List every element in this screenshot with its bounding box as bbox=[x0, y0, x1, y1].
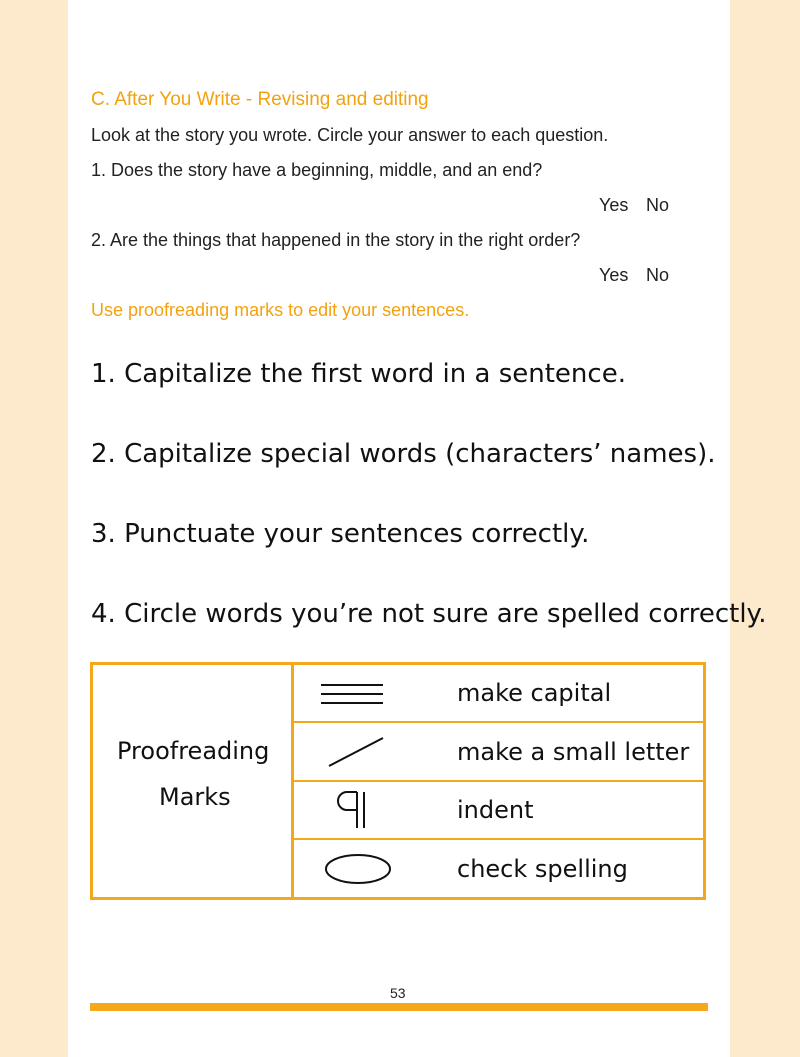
triple-underline-icon bbox=[319, 681, 385, 709]
mark-meaning-capital: make capital bbox=[457, 679, 612, 707]
intro-text: Look at the story you wrote. Circle your answer to each question. bbox=[91, 125, 609, 145]
section-heading: C. After You Write - Revising and editing bbox=[91, 89, 429, 110]
question-2: 2. Are the things that happened in the story in the right order? bbox=[91, 230, 581, 250]
mark-meaning-indent: indent bbox=[457, 796, 534, 824]
marks-label-line1: Proofreading bbox=[117, 737, 270, 765]
mark-meaning-small-letter: make a small letter bbox=[457, 738, 690, 766]
question-2-yes: Yes bbox=[599, 265, 629, 285]
row-divider bbox=[293, 780, 703, 782]
rule-4: 4. Circle words you’re not sure are spelled correctly. bbox=[91, 599, 767, 629]
proofreading-marks-table bbox=[90, 662, 706, 900]
page-number: 53 bbox=[390, 985, 406, 1001]
question-1: 1. Does the story have a beginning, middle, and an end? bbox=[91, 160, 543, 180]
row-divider bbox=[293, 838, 703, 840]
footer-bar bbox=[90, 1003, 708, 1011]
paragraph-mark-icon bbox=[337, 789, 373, 831]
slash-icon bbox=[325, 734, 387, 770]
row-divider bbox=[293, 721, 703, 723]
question-1-no: No bbox=[646, 195, 670, 215]
question-1-yes: Yes bbox=[599, 195, 629, 215]
rule-2: 2. Capitalize special words (characters’ names). bbox=[91, 439, 716, 469]
rule-3: 3. Punctuate your sentences correctly. bbox=[91, 519, 590, 549]
mark-meaning-spelling: check spelling bbox=[457, 855, 628, 883]
ellipse-icon bbox=[323, 852, 393, 886]
rule-1: 1. Capitalize the first word in a sentence. bbox=[91, 359, 626, 389]
marks-label-line2: Marks bbox=[159, 783, 231, 811]
question-2-no: No bbox=[646, 265, 670, 285]
proofread-heading: Use proofreading marks to edit your sentences. bbox=[91, 300, 470, 320]
